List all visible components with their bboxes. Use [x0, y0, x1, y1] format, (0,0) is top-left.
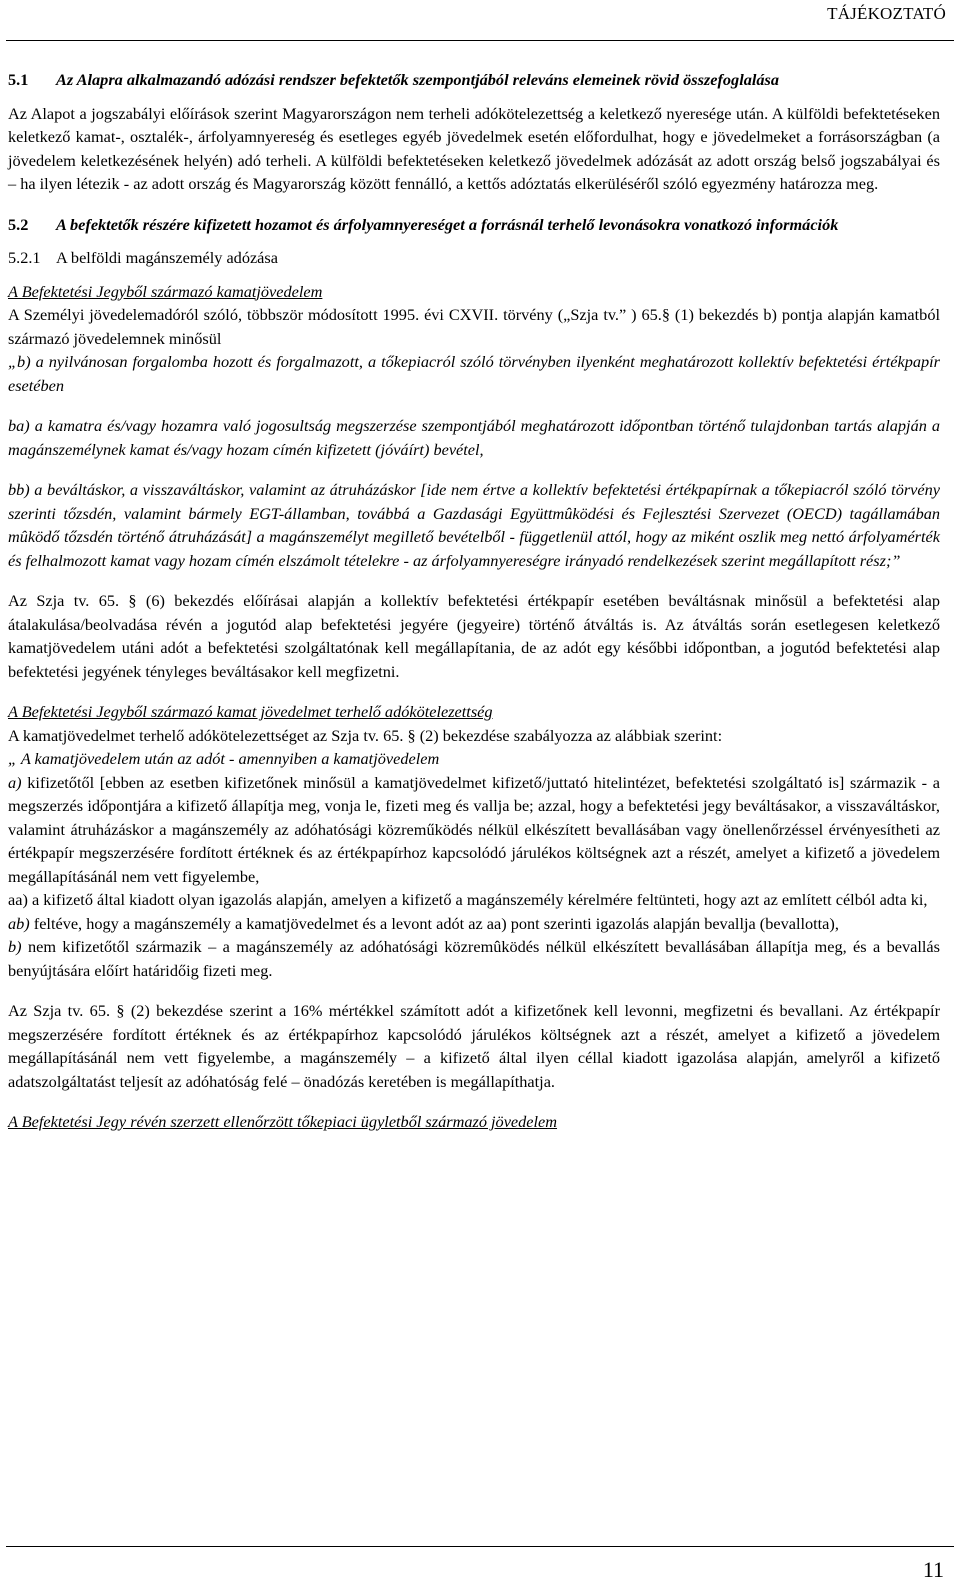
section-number: 5.1 [8, 70, 29, 89]
section-5-1-body: Az Alapot a jogszabályi előírások szerint Magyarországon nem terheli adókötelezettség a keletkező nyeresége után. A külföldi befektetéseken keletkező kamat-, osztalék-, árfolyamnyereség és esetleges egyéb jövedelmek esetén előfordulhat, hogy e jövedelmeket a forrásországban (a jövedelem keletkezésének helyén) adó terheli. A külföldi befektetéseken keletkező jövedelmek adózását az adott ország belső jogszabályai és – ha ilyen létezik - az adott ország és Magyarország között fennálló, a kettős adóztatás elkerüléséről szóló egyezmény határozza meg. [8, 103, 940, 193]
section-number: 5.2 [8, 214, 29, 234]
quote-ba: ba) a kamatra és/vagy hozamra való jogosultság megszerzése szempontjából meghatározott időpontban történő tulajdonban tartás alapján a magánszemélynek kamat és/vagy hozam címén kifizetett (jóváírt) bevétel, [8, 416, 940, 459]
page-number: 11 [922, 1557, 944, 1582]
section-title: A befektetők részére kifizetett hozamot és árfolyamnyereséget a forrásnál terhelő levonásokra vonatkozó információk [56, 214, 839, 234]
adokotelezettseg-heading: A Befektetési Jegyből származó kamat jövedelmet terhelő adókötelezettség [8, 702, 493, 721]
point-ab-label: ab) [8, 913, 30, 933]
point-b-text: nem kifizetőtől származik – a magánszemély az adóhatósági közremûködés nélkül elkészített bevallásában állapítja meg, és a bevallás benyújtására előírt határidőig fizeti meg. [8, 937, 940, 980]
section-number: 5.2.1 [8, 248, 41, 267]
document-body [8, 68, 940, 1134]
document-header-title: TÁJÉKOZTATÓ [827, 4, 946, 23]
quote-b: „b) a nyilvánosan forgalomba hozott és forgalmazott, a tőkepiacról szóló törvényben ilyenként meghatározott kollektív befektetési értékpapír esetében [8, 352, 940, 395]
section-5-1-heading [8, 68, 940, 92]
point-a-label: a) [8, 772, 22, 792]
tokepiaci-ugylet-heading: A Befektetési Jegy révén szerzett ellenőrzött tőkepiaci ügyletből származó jövedelem [8, 1112, 558, 1131]
section-5-2-heading [8, 213, 940, 237]
quote-bb: bb) a beváltáskor, a visszaváltáskor, valamint az átruházáskor [ide nem értve a kollektív befektetési értékpapírnak a tőkepiacról szóló törvény szerinti tőzsdén, valamint bármely EGT-államban, továbbá a Gazdasági Együttmûködési és Fejlesztési Szervezet (OECD) tagállamában mûködő tőzsdén történő átruházását] a magánszemélyt megillető bevételből - függetlenül attól, hogy az miként oszlik meg nettó árfolyamérték és felhalmozott kamat vagy hozam címén elszámolt tételekre - az árfolyamnyereségre irányadó rendelkezések szerint megállapított rész;” [8, 480, 940, 570]
section-title: Az Alapra alkalmazandó adózási rendszer befektetők szempontjából releváns elemeinek rövid összefoglalása [56, 70, 780, 89]
levonas-paragraph: Az Szja tv. 65. § (2) bekezdése szerint a 16% mértékkel számított adót a kifizetőnek kell levonni, megfizetni és bevallani. Az értékpapír megszerzésére fordított értéknek és az értékpapírhoz kapcsolódó járulékos költségnek azt a részét, amelyet a kifizető a jövedelem megállapításánál nem vett figyelembe, a magánszemély – a kifizető által ilyen céllal kiadott igazolása alapján, amelyről a kifizető adatszolgáltatást teljesít az adóhatóság felé – önadózás keretében is megállapíthatja. [8, 1001, 940, 1091]
point-ab-text: feltéve, hogy a magánszemély a kamatjövedelmet és a levont adót az aa) pont szerinti igazolás alapján bevallja (bevallotta), [29, 913, 839, 933]
point-ab [8, 912, 940, 936]
point-b-label: b) [8, 937, 22, 956]
section-5-2-1-heading [8, 246, 940, 270]
point-b [8, 935, 940, 982]
footer-divider [6, 1546, 954, 1547]
section-title: A belföldi magánszemély adózása [56, 248, 278, 267]
point-a [8, 771, 940, 889]
kamatjovedelem-intro: A Személyi jövedelemadóról szóló, többször módosított 1995. évi CXVII. törvény („Szja tv.” ) 65.§ (1) bekezdés b) pontja alapján kamatból származó jövedelemnek minősül [8, 305, 940, 348]
atvaltas-paragraph: Az Szja tv. 65. § (6) bekezdés előírásai alapján a kollektív befektetési értékpapír esetében beváltásnak minősül a befektetési alap átalakulása/beolvadása révén a jogutód alap befektetési jegyére (jegyeire) történő átváltás is. Az átváltás során esetlegesen keletkező kamatjövedelem utáni adót a befektetési szolgáltatónak kell megállapítania, de az adót egy későbbi időpontban, a jogutód befektetési alap befektetési jegyének tényleges beváltásakor kell megfizetni. [8, 591, 940, 681]
point-aa: aa) a kifizető által kiadott olyan igazolás alapján, amelyen a kifizető a magánszemély kérelmére feltünteti, hogy azt az említett célból adta ki, [8, 890, 928, 909]
point-a-text: kifizetőtől [ebben az esetben kifizetőnek minősül a kamatjövedelmet kifizető/juttató hitelintézet, befektetési szolgáltató is] származik - a megszerzés időpontjára a kifizető állapítja meg, vonja le, fizeti meg és vallja be; azzal, hogy a befektetési jegy beváltásakor, a visszaváltáskor, valamint átruházáskor a magánszemély az adóhatósági közreműködés nélkül elkészített bevallásában vagy önellenőrzéssel érvényesítheti az értékpapír megszerzésére fordított értéknek és az értékpapírhoz kapcsolódó járulékos költségnek azt a részét, amelyet a kifizető a jövedelem megállapításánál nem vett figyelembe, [8, 772, 940, 886]
quote-start: „ A kamatjövedelem után az adót - amennyiben a kamatjövedelem [8, 749, 440, 768]
adokotelezettseg-intro: A kamatjövedelmet terhelő adókötelezettséget az Szja tv. 65. § (2) bekezdése szabályozza az alábbiak szerint: [8, 725, 723, 745]
header-divider [6, 40, 954, 41]
kamatjovedelem-heading: A Befektetési Jegyből származó kamatjövedelem [8, 281, 323, 301]
